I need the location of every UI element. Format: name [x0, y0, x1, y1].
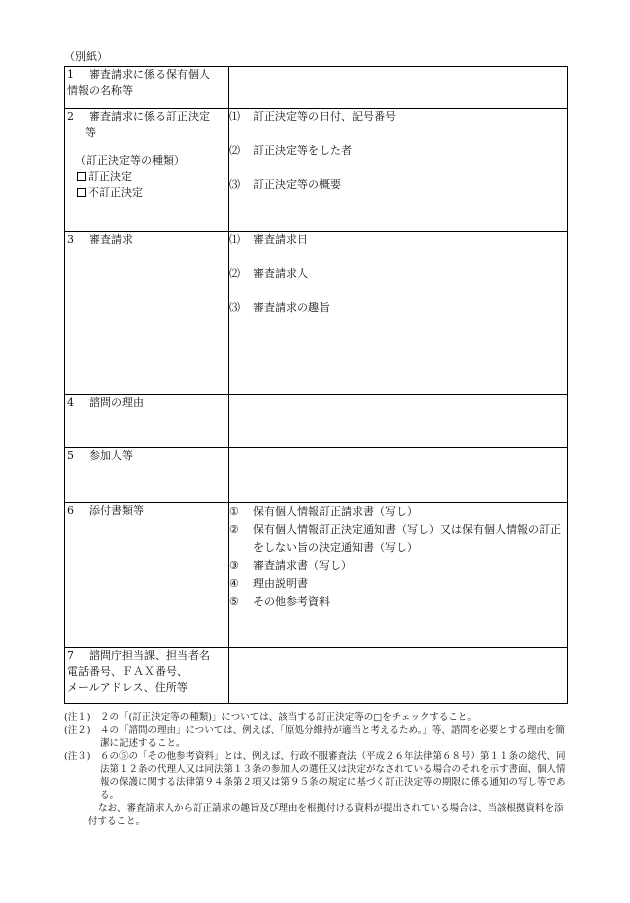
- checkbox-icon[interactable]: [77, 188, 86, 197]
- row-2-value: [229, 109, 568, 232]
- row-3-label: 3 審査請求: [65, 232, 229, 395]
- row-1-value[interactable]: [229, 67, 568, 109]
- row-4-value[interactable]: [229, 395, 568, 448]
- row-4: [65, 395, 568, 448]
- list-item: ⑶ 訂正決定等の概要: [229, 178, 341, 191]
- row-3-value: [229, 232, 568, 395]
- row-5-value[interactable]: [229, 448, 568, 503]
- check-non-correction[interactable]: 不訂正決定: [65, 185, 228, 201]
- inquiry-form-table: [64, 66, 568, 704]
- note-3: (注３) ６の⑤の「その他参考資料」とは、例えば、行政不服審査法（平成２６年法律第６８号）第１１条の総代、同法第１２条の代理人又は同法第１３条の参加人の選任又は決定がなされている場合のそれを示す書面、個人情報の保護に関する法律第９４条第２項又は第９５条の規定に基づく訂正決定等の期限に係る通知の写し等である。: [64, 751, 566, 801]
- list-item: ② 保有個人情報訂正決定通知書（写し）又は保有個人情報の訂正をしない旨の決定通知書（写し）: [229, 523, 561, 554]
- list-item: ⑶ 審査請求の趣旨: [229, 301, 330, 314]
- notes-section: [64, 711, 568, 828]
- row-2: [65, 109, 568, 232]
- list-item: ① 保有個人情報訂正請求書（写し）: [229, 505, 418, 518]
- list-item: ⑵ 審査請求人: [229, 267, 308, 280]
- row-4-label: 4 諮問の理由: [65, 395, 229, 448]
- check-correction[interactable]: 訂正決定: [65, 169, 228, 185]
- list-item: ③ 審査請求書（写し）: [229, 559, 352, 572]
- row-2-label: 2 審査請求に係る訂正決定 等 （訂正決定等の種類） 訂正決定 不訂正決定: [65, 109, 229, 232]
- attachment-label: （別紙）: [64, 50, 108, 63]
- note-2: (注２) ４の「諮問の理由」については、例えば、「原処分維持が適当と考えるため。」等、諮問を必要とする理由を簡潔に記述すること。: [64, 725, 565, 749]
- row-7-label: 7 諮問庁担当課、担当者名 電話番号、ＦＡＸ番号、 メールアドレス、住所等: [65, 648, 229, 704]
- list-item: ⑵ 訂正決定等をした者: [229, 144, 352, 157]
- list-item: ⑴ 審査請求日: [229, 233, 308, 246]
- row-6-value: [229, 503, 568, 648]
- note-1: (注１) ２の「(訂正決定等の種類)」については、該当する訂正決定等の□をチェックすること。: [64, 712, 477, 723]
- checkbox-icon[interactable]: [77, 172, 86, 181]
- row-6: [65, 503, 568, 648]
- list-item: ④ 理由説明書: [229, 577, 308, 590]
- note-3-supplement: なお、審査請求人から訂正請求の趣旨及び理由を根拠付ける資料が提出されている場合は、当該根拠資料を添付すること。: [88, 803, 564, 827]
- row-7: [65, 648, 568, 704]
- row-1-label: 1 審査請求に係る保有個人 情報の名称等: [65, 67, 229, 109]
- row-5: [65, 448, 568, 503]
- row-1: [65, 67, 568, 109]
- row-3: [65, 232, 568, 395]
- row-6-label: 6 添付書類等: [65, 503, 229, 648]
- row-7-value[interactable]: [229, 648, 568, 704]
- list-item: ⑴ 訂正決定等の日付、記号番号: [229, 110, 396, 123]
- row-5-label: 5 参加人等: [65, 448, 229, 503]
- list-item: ⑤ その他参考資料: [229, 595, 330, 608]
- correction-type-heading: （訂正決定等の種類）: [75, 154, 185, 167]
